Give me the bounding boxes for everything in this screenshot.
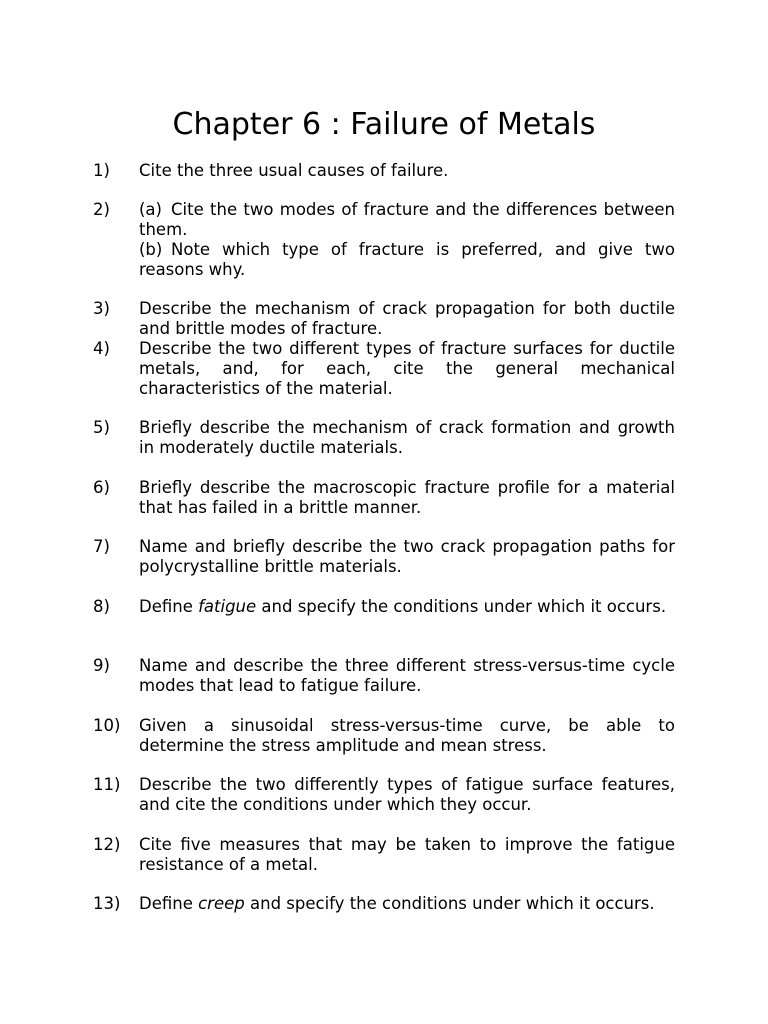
question-text: Describe the two differently types of fatigue surface features, and cite the conditions under which they occur. <box>139 775 675 814</box>
question-item <box>93 418 675 458</box>
question-text: Name and briefly describe the two crack propagation paths for polycrystalline brittle materials. <box>139 537 675 576</box>
question-text: Describe the two different types of fracture surfaces for ductile metals, and, for each, cite the general mechanical characteristics of the material. <box>139 339 675 398</box>
question-item <box>93 200 675 280</box>
question-text: Define fatigue and specify the conditions under which it occurs. <box>139 597 667 616</box>
question-text: Cite five measures that may be taken to improve the fatigue resistance of a metal. <box>139 835 675 874</box>
defined-term: creep <box>198 894 245 913</box>
question-text: Cite the three usual causes of failure. <box>139 161 449 180</box>
question-item <box>93 537 675 577</box>
question-number: 10) <box>93 716 121 735</box>
question-text: Name and describe the three different stress-versus-time cycle modes that lead to fatigue failure. <box>139 656 675 695</box>
question-text: Given a sinusoidal stress-versus-time curve, be able to determine the stress amplitude and mean stress. <box>139 716 675 755</box>
question-item <box>93 656 675 696</box>
question-item <box>93 775 675 815</box>
question-number: 6) <box>93 478 110 497</box>
question-item <box>93 716 675 756</box>
defined-term: fatigue <box>198 597 257 616</box>
question-number: 3) <box>93 299 110 318</box>
question-number: 9) <box>93 656 110 675</box>
question-part-b <box>139 240 675 280</box>
question-item <box>93 299 675 339</box>
question-text: Briefly describe the mechanism of crack formation and growth in moderately ductile materials. <box>139 418 675 457</box>
part-text: Cite the two modes of fracture and the differences between them. <box>139 200 675 239</box>
question-item <box>93 339 675 399</box>
question-number: 2) <box>93 200 110 219</box>
question-text: Define creep and specify the conditions under which it occurs. <box>139 894 655 913</box>
question-text: Describe the mechanism of crack propagation for both ductile and brittle modes of fracture. <box>139 299 675 338</box>
question-number: 11) <box>93 775 121 794</box>
chapter-title: Chapter 6 : Failure of Metals <box>172 107 596 143</box>
part-text: Note which type of fracture is preferred, and give two reasons why. <box>139 240 675 279</box>
question-number: 1) <box>93 161 110 180</box>
part-label: (a) <box>139 200 162 219</box>
question-number: 5) <box>93 418 110 437</box>
question-number: 7) <box>93 537 110 556</box>
question-item <box>93 161 675 181</box>
question-number: 13) <box>93 894 121 913</box>
question-number: 12) <box>93 835 121 854</box>
question-item <box>93 835 675 875</box>
question-number: 8) <box>93 597 110 616</box>
question-item <box>93 894 675 914</box>
question-text: Briefly describe the macroscopic fracture profile for a material that has failed in a brittle manner. <box>139 478 675 517</box>
question-part-a <box>139 200 675 240</box>
question-number: 4) <box>93 339 110 358</box>
question-item <box>93 478 675 518</box>
part-label: (b) <box>139 240 163 259</box>
question-item <box>93 597 675 617</box>
